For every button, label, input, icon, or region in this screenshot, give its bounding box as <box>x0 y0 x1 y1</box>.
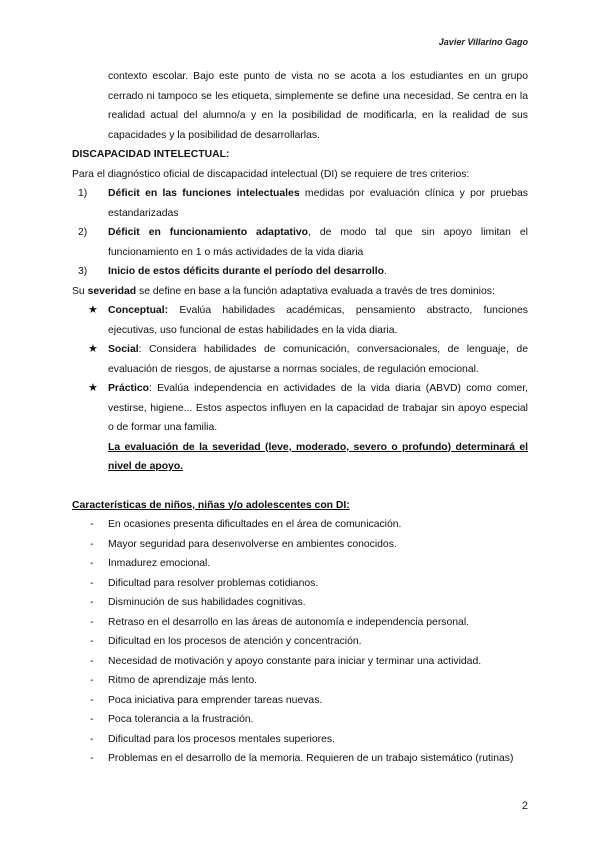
domain-text: Evalúa habilidades académicas, pensamiento abstracto, funciones ejecutivas, uso funcional de estas habilidades en la vida diaria. <box>108 305 528 336</box>
dash-bullet: - <box>90 597 94 608</box>
characteristics-list <box>72 515 528 769</box>
header-author: Javier Villarino Gago <box>438 37 528 47</box>
criteria-list <box>72 184 528 282</box>
list-item-text: Dificultad para los procesos mentales superiores. <box>108 733 335 745</box>
dash-bullet: - <box>90 753 94 764</box>
list-item-text: En ocasiones presenta dificultades en el área de comunicación. <box>108 519 402 530</box>
list-item <box>72 710 528 730</box>
list-item <box>72 515 528 535</box>
criteria-title: Déficit en funcionamiento adaptativo <box>108 227 309 238</box>
severity-note: La evaluación de la severidad (leve, moderado, severo o profundo) determinará el nivel de apoyo. <box>108 441 528 472</box>
criteria-title: Déficit en las funciones intelectuales <box>108 188 300 199</box>
list-item <box>72 593 528 613</box>
dash-bullet: - <box>90 675 94 686</box>
list-item-text: Poca tolerancia a la frustración. <box>108 714 254 725</box>
dash-bullet: - <box>90 655 94 667</box>
domain-title: Práctico <box>108 383 150 394</box>
criteria-item <box>72 223 528 262</box>
criteria-lead: Para el diagnóstico oficial de discapacidad intelectual (DI) se requiere de tres criterios: <box>72 168 470 180</box>
list-item-text: Necesidad de motivación y apoyo constante para iniciar y terminar una actividad. <box>108 655 482 667</box>
domain-item <box>72 379 528 438</box>
dash-bullet: - <box>90 714 94 725</box>
list-item <box>72 535 528 555</box>
domain-title: Social <box>108 344 139 355</box>
dash-bullet: - <box>90 519 94 530</box>
list-item <box>72 691 528 711</box>
dash-bullet: - <box>90 694 94 706</box>
domain-text: : Evalúa independencia en actividades de la vida diaria (ABVD) como comer, vestirse, higiene... Estos aspectos influyen en la capacidad de trabajar sin apoyo especial o de formar una familia. <box>108 383 528 433</box>
list-item-text: Poca iniciativa para emprender tareas nuevas. <box>108 694 323 706</box>
list-number: 1) <box>78 188 88 199</box>
domain-text: : Considera habilidades de comunicación, conversacionales, de lenguaje, de evaluación de riesgos, de ajustarse a normas sociales, de regulación emocional. <box>108 344 528 375</box>
criteria-item <box>72 184 528 223</box>
list-item <box>72 749 528 769</box>
dash-bullet: - <box>90 558 94 569</box>
list-item-text: Dificultad en los procesos de atención y concentración. <box>108 636 362 647</box>
criteria-text: medidas por evaluación clínica y por pruebas estandarizadas <box>108 188 528 219</box>
dash-bullet: - <box>90 616 94 628</box>
star-bullet-icon: ★ <box>88 343 98 355</box>
list-number: 2) <box>78 227 88 238</box>
criteria-text: . <box>384 266 387 277</box>
star-bullet-icon: ★ <box>88 382 98 394</box>
domain-title: Conceptual: <box>108 305 169 316</box>
criteria-text: , de modo tal que sin apoyo limitan el funcionamiento en 1 o más actividades de la vida diaria <box>108 227 528 258</box>
list-item <box>72 554 528 574</box>
criteria-item <box>72 262 528 282</box>
list-item <box>72 632 528 652</box>
domain-item <box>72 301 528 340</box>
domains-list <box>72 301 528 477</box>
criteria-title: Inicio de estos déficits durante el período del desarrollo <box>108 266 384 277</box>
list-item <box>72 574 528 594</box>
list-item <box>72 613 528 633</box>
list-number: 3) <box>78 266 88 277</box>
list-item-text: Problemas en el desarrollo de la memoria. Requieren de un trabajo sistemático (rutinas) <box>108 753 514 764</box>
section-heading-characteristics: Características de niños, niñas y/o adolescentes con DI: <box>72 499 350 511</box>
list-item <box>72 671 528 691</box>
severity-paragraph: Su severidad se define en base a la función adaptativa evaluada a través de tres dominios: <box>72 285 495 297</box>
domain-item <box>72 340 528 379</box>
list-item-text: Ritmo de aprendizaje más lento. <box>108 675 258 686</box>
list-item-text: Retraso en el desarrollo en las áreas de autonomía e independencia personal. <box>108 616 470 628</box>
dash-bullet: - <box>90 538 94 550</box>
page-number: 2 <box>521 800 528 812</box>
intro-paragraph: contexto escolar. Bajo este punto de vista no se acota a los estudiantes en un grupo cerrado ni tampoco se les etiqueta, simplemente se define una necesidad. Se centra en la realidad actual del alumno/a y en la posibilidad de modificarla, en la realidad de sus capacidades y la posibilidad de desarrollarlas. <box>108 71 528 141</box>
page-content <box>72 67 528 769</box>
section-heading-di: DISCAPACIDAD INTELECTUAL: <box>72 149 230 160</box>
dash-bullet: - <box>90 636 94 647</box>
list-item-text: Disminución de sus habilidades cognitivas. <box>108 597 306 608</box>
severity-term: severidad <box>87 285 137 297</box>
list-item-text: Mayor seguridad para desenvolverse en ambientes conocidos. <box>108 538 397 550</box>
star-bullet-icon: ★ <box>88 304 98 316</box>
list-item <box>72 652 528 672</box>
list-item-text: Inmadurez emocional. <box>108 558 211 569</box>
dash-bullet: - <box>90 733 94 745</box>
list-item <box>72 730 528 750</box>
dash-bullet: - <box>90 577 94 589</box>
list-item-text: Dificultad para resolver problemas cotidianos. <box>108 577 319 589</box>
